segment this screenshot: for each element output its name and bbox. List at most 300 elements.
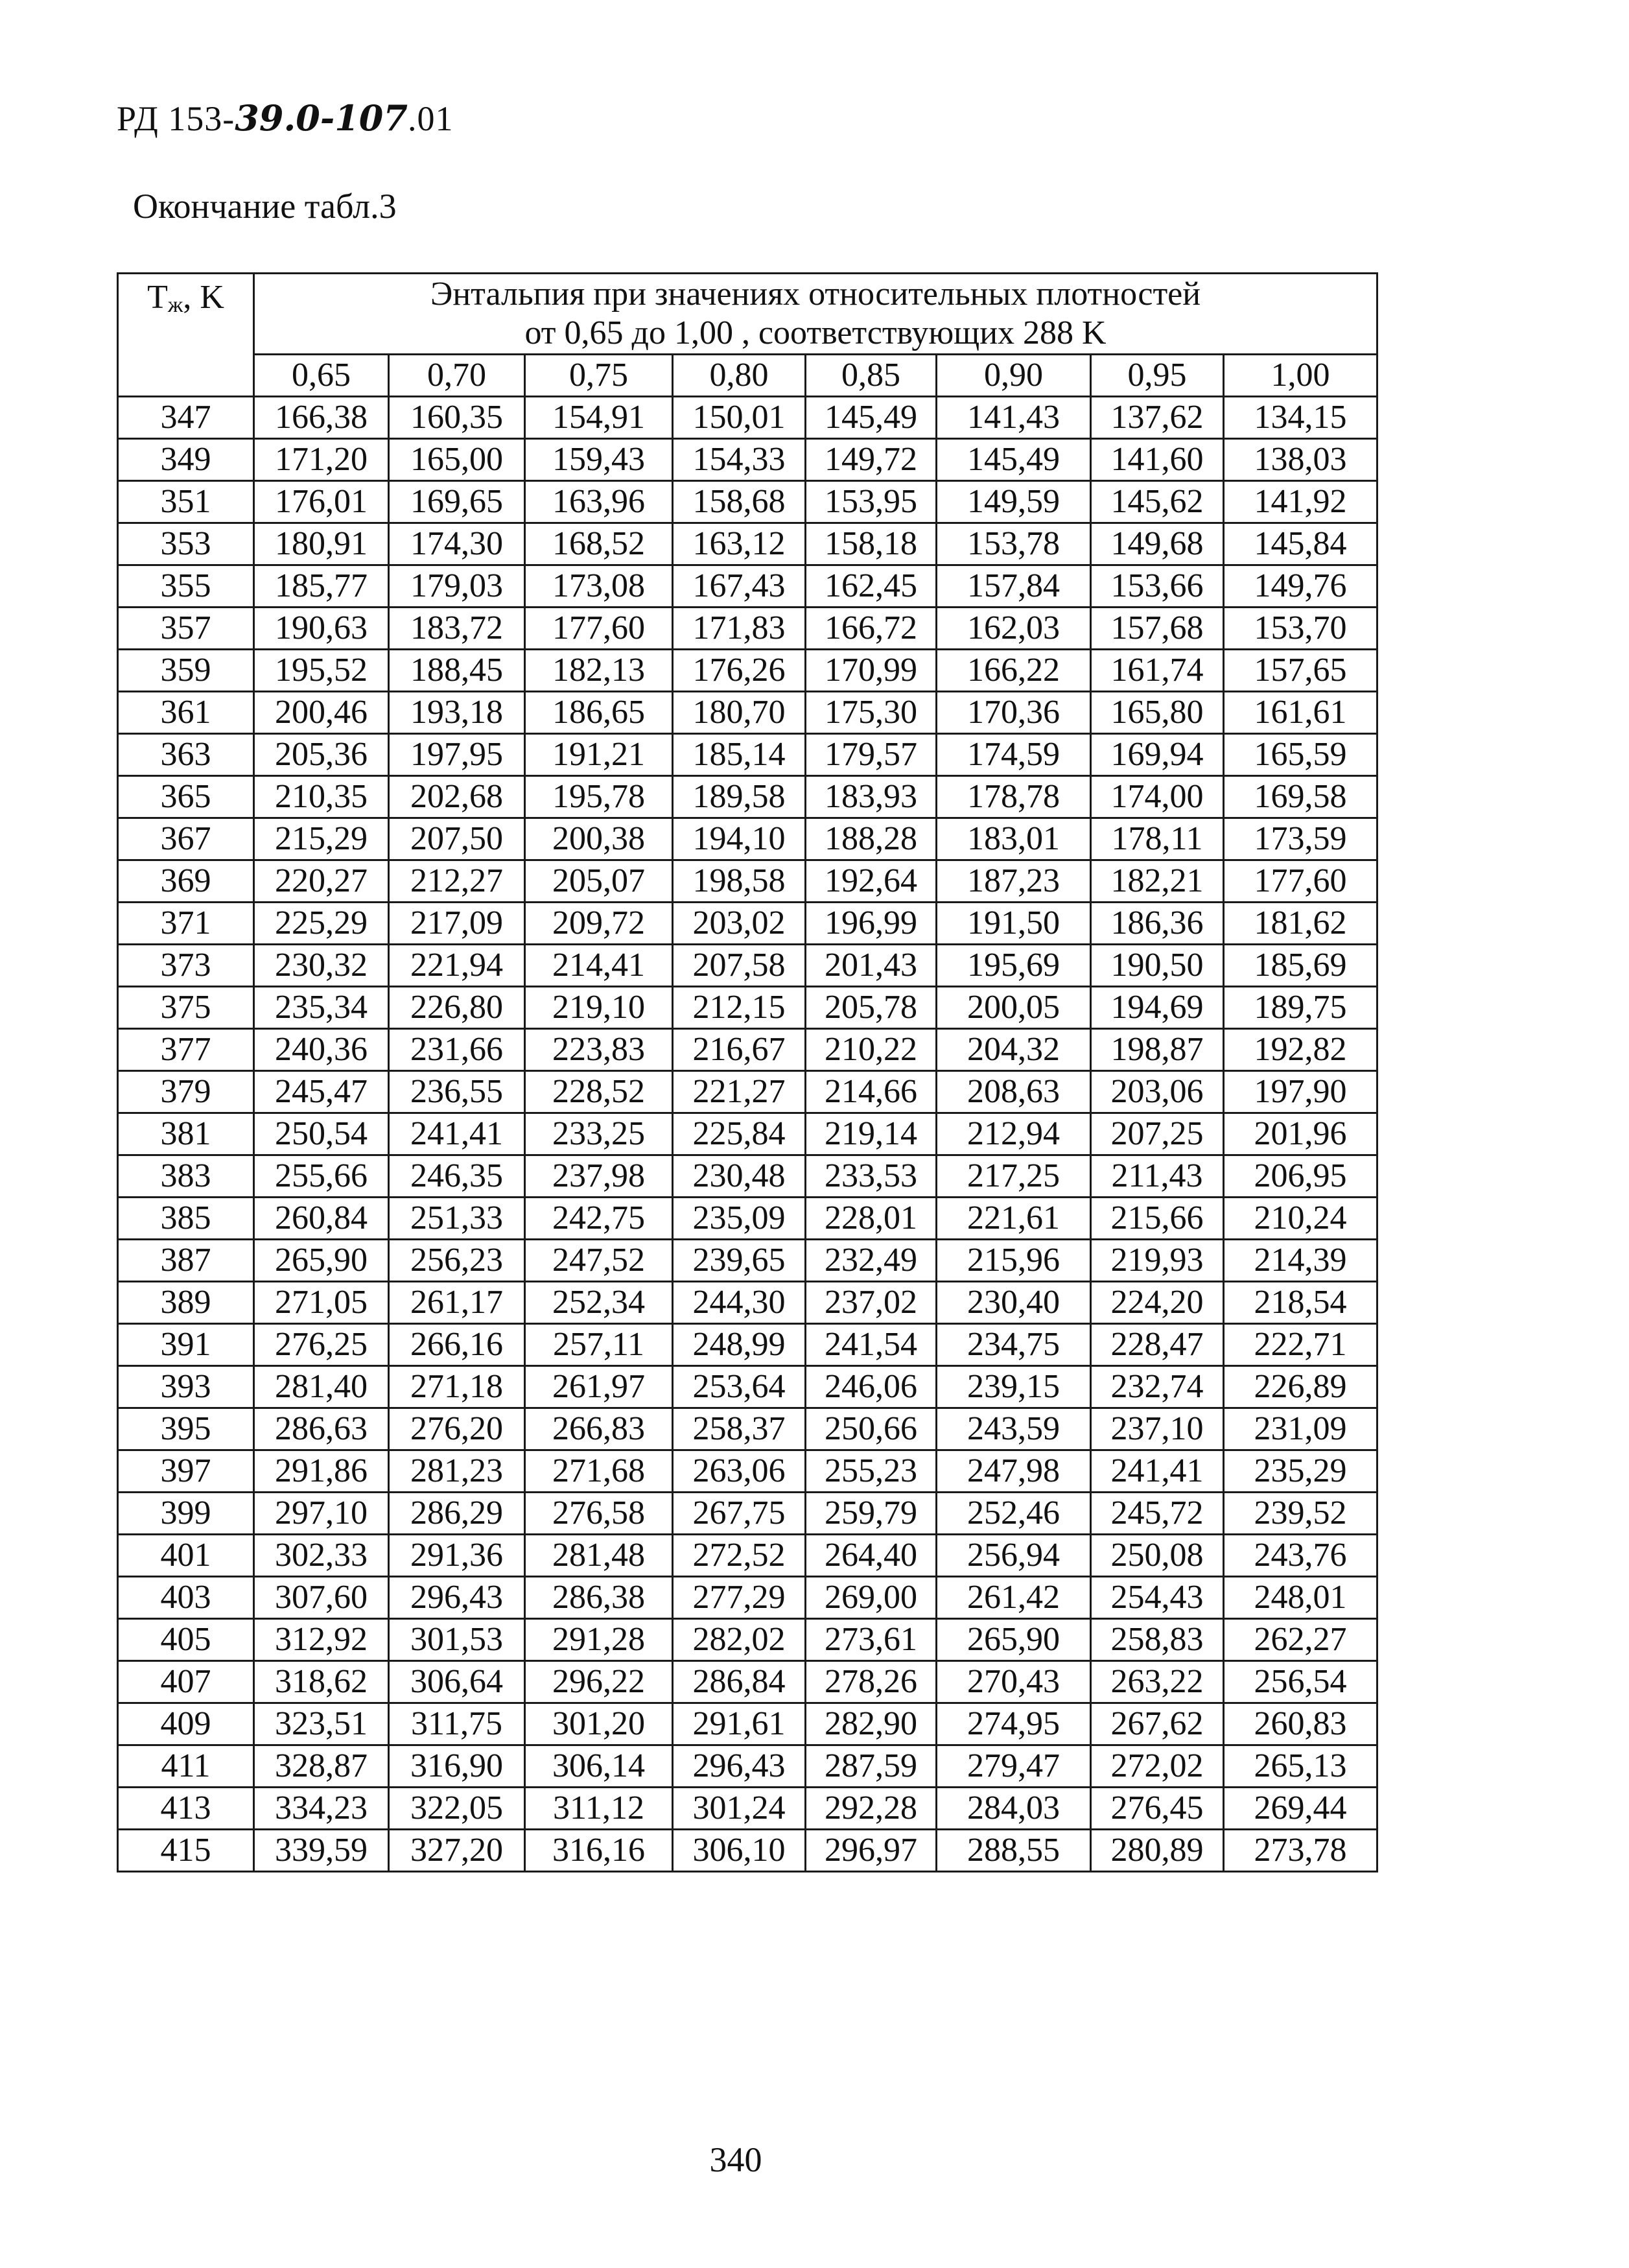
enthalpy-cell: 322,05 <box>389 1788 525 1830</box>
enthalpy-cell: 296,43 <box>673 1745 806 1788</box>
enthalpy-cell: 262,27 <box>1224 1619 1377 1661</box>
temperature-cell: 389 <box>118 1282 254 1324</box>
enthalpy-cell: 186,65 <box>525 692 673 734</box>
enthalpy-cell: 208,63 <box>937 1071 1091 1113</box>
enthalpy-cell: 276,25 <box>254 1324 389 1366</box>
enthalpy-cell: 190,63 <box>254 608 389 650</box>
enthalpy-cell: 226,80 <box>389 987 525 1029</box>
temperature-cell: 353 <box>118 523 254 565</box>
enthalpy-cell: 246,35 <box>389 1155 525 1198</box>
enthalpy-cell: 248,01 <box>1224 1577 1377 1619</box>
enthalpy-cell: 291,61 <box>673 1703 806 1745</box>
enthalpy-cell: 250,08 <box>1091 1535 1224 1577</box>
enthalpy-cell: 157,65 <box>1224 650 1377 692</box>
enthalpy-cell: 282,02 <box>673 1619 806 1661</box>
enthalpy-cell: 173,59 <box>1224 818 1377 860</box>
temperature-cell: 411 <box>118 1745 254 1788</box>
enthalpy-cell: 187,23 <box>937 860 1091 903</box>
temperature-symbol: T <box>147 279 168 316</box>
enthalpy-cell: 214,41 <box>525 945 673 987</box>
enthalpy-cell: 216,67 <box>673 1029 806 1071</box>
enthalpy-cell: 241,41 <box>389 1113 525 1155</box>
enthalpy-cell: 212,94 <box>937 1113 1091 1155</box>
enthalpy-cell: 286,84 <box>673 1661 806 1703</box>
temperature-cell: 375 <box>118 987 254 1029</box>
enthalpy-cell: 205,07 <box>525 860 673 903</box>
table-row <box>118 818 1377 860</box>
enthalpy-cell: 145,62 <box>1091 481 1224 523</box>
enthalpy-cell: 271,18 <box>389 1366 525 1408</box>
temperature-cell: 395 <box>118 1408 254 1450</box>
enthalpy-cell: 279,47 <box>937 1745 1091 1788</box>
enthalpy-cell: 234,75 <box>937 1324 1091 1366</box>
enthalpy-cell: 153,70 <box>1224 608 1377 650</box>
enthalpy-cell: 235,09 <box>673 1198 806 1240</box>
enthalpy-cell: 221,61 <box>937 1198 1091 1240</box>
enthalpy-cell: 192,82 <box>1224 1029 1377 1071</box>
enthalpy-cell: 170,36 <box>937 692 1091 734</box>
enthalpy-cell: 169,58 <box>1224 776 1377 818</box>
enthalpy-cell: 261,42 <box>937 1577 1091 1619</box>
enthalpy-cell: 228,01 <box>806 1198 937 1240</box>
enthalpy-cell: 339,59 <box>254 1830 389 1872</box>
enthalpy-cell: 177,60 <box>1224 860 1377 903</box>
enthalpy-cell: 179,03 <box>389 565 525 608</box>
temperature-cell: 381 <box>118 1113 254 1155</box>
enthalpy-cell: 219,10 <box>525 987 673 1029</box>
enthalpy-cell: 266,83 <box>525 1408 673 1450</box>
enthalpy-cell: 188,45 <box>389 650 525 692</box>
table-row <box>118 860 1377 903</box>
enthalpy-cell: 212,27 <box>389 860 525 903</box>
temperature-cell: 391 <box>118 1324 254 1366</box>
temperature-cell: 401 <box>118 1535 254 1577</box>
enthalpy-cell: 256,94 <box>937 1535 1091 1577</box>
enthalpy-cell: 281,23 <box>389 1450 525 1493</box>
table-row <box>118 565 1377 608</box>
table-head <box>118 274 1377 397</box>
enthalpy-cell: 239,65 <box>673 1240 806 1282</box>
enthalpy-cell: 145,84 <box>1224 523 1377 565</box>
temperature-cell: 413 <box>118 1788 254 1830</box>
table-row <box>118 1703 1377 1745</box>
enthalpy-cell: 174,30 <box>389 523 525 565</box>
enthalpy-cell: 190,50 <box>1091 945 1224 987</box>
enthalpy-cell: 192,64 <box>806 860 937 903</box>
table-row <box>118 776 1377 818</box>
enthalpy-cell: 210,35 <box>254 776 389 818</box>
enthalpy-cell: 195,52 <box>254 650 389 692</box>
enthalpy-cell: 223,83 <box>525 1029 673 1071</box>
enthalpy-cell: 255,23 <box>806 1450 937 1493</box>
enthalpy-cell: 272,52 <box>673 1535 806 1577</box>
enthalpy-cell: 214,66 <box>806 1071 937 1113</box>
table-row <box>118 1661 1377 1703</box>
enthalpy-cell: 291,28 <box>525 1619 673 1661</box>
temperature-cell: 361 <box>118 692 254 734</box>
temperature-cell: 385 <box>118 1198 254 1240</box>
enthalpy-cell: 242,75 <box>525 1198 673 1240</box>
enthalpy-cell: 181,62 <box>1224 903 1377 945</box>
enthalpy-cell: 191,50 <box>937 903 1091 945</box>
enthalpy-cell: 170,99 <box>806 650 937 692</box>
enthalpy-cell: 311,75 <box>389 1703 525 1745</box>
enthalpy-cell: 204,32 <box>937 1029 1091 1071</box>
enthalpy-cell: 160,35 <box>389 397 525 439</box>
table-row <box>118 1577 1377 1619</box>
enthalpy-cell: 250,54 <box>254 1113 389 1155</box>
table-row <box>118 1745 1377 1788</box>
enthalpy-cell: 165,00 <box>389 439 525 481</box>
enthalpy-cell: 158,18 <box>806 523 937 565</box>
enthalpy-cell: 145,49 <box>806 397 937 439</box>
enthalpy-cell: 193,18 <box>389 692 525 734</box>
temperature-cell: 407 <box>118 1661 254 1703</box>
page-number: 340 <box>709 2140 762 2179</box>
enthalpy-cell: 158,68 <box>673 481 806 523</box>
enthalpy-cell: 182,13 <box>525 650 673 692</box>
enthalpy-cell: 263,06 <box>673 1450 806 1493</box>
density-header-cell: 0,65 <box>254 355 389 397</box>
enthalpy-cell: 198,87 <box>1091 1029 1224 1071</box>
enthalpy-cell: 251,33 <box>389 1198 525 1240</box>
density-header-cell: 0,75 <box>525 355 673 397</box>
table-row <box>118 523 1377 565</box>
table-row <box>118 1324 1377 1366</box>
enthalpy-cell: 201,96 <box>1224 1113 1377 1155</box>
enthalpy-group-header-line2: от 0,65 до 1,00 , соответствующих 288 K <box>524 314 1107 351</box>
enthalpy-cell: 301,53 <box>389 1619 525 1661</box>
temperature-cell: 399 <box>118 1493 254 1535</box>
enthalpy-cell: 255,66 <box>254 1155 389 1198</box>
enthalpy-cell: 153,66 <box>1091 565 1224 608</box>
enthalpy-cell: 274,95 <box>937 1703 1091 1745</box>
enthalpy-cell: 209,72 <box>525 903 673 945</box>
enthalpy-cell: 230,32 <box>254 945 389 987</box>
enthalpy-cell: 302,33 <box>254 1535 389 1577</box>
enthalpy-cell: 306,64 <box>389 1661 525 1703</box>
enthalpy-cell: 224,20 <box>1091 1282 1224 1324</box>
enthalpy-cell: 265,90 <box>254 1240 389 1282</box>
enthalpy-cell: 154,33 <box>673 439 806 481</box>
temperature-cell: 347 <box>118 397 254 439</box>
enthalpy-cell: 194,10 <box>673 818 806 860</box>
table-row <box>118 1155 1377 1198</box>
enthalpy-cell: 252,46 <box>937 1493 1091 1535</box>
table-row <box>118 1029 1377 1071</box>
enthalpy-cell: 207,58 <box>673 945 806 987</box>
temperature-cell: 371 <box>118 903 254 945</box>
enthalpy-cell: 200,38 <box>525 818 673 860</box>
enthalpy-cell: 301,20 <box>525 1703 673 1745</box>
table-row <box>118 1113 1377 1155</box>
enthalpy-cell: 281,40 <box>254 1366 389 1408</box>
enthalpy-cell: 141,92 <box>1224 481 1377 523</box>
enthalpy-cell: 270,43 <box>937 1661 1091 1703</box>
enthalpy-cell: 215,66 <box>1091 1198 1224 1240</box>
enthalpy-cell: 248,99 <box>673 1324 806 1366</box>
table-row <box>118 439 1377 481</box>
enthalpy-cell: 245,72 <box>1091 1493 1224 1535</box>
enthalpy-cell: 174,00 <box>1091 776 1224 818</box>
enthalpy-cell: 145,49 <box>937 439 1091 481</box>
enthalpy-cell: 150,01 <box>673 397 806 439</box>
enthalpy-cell: 296,43 <box>389 1577 525 1619</box>
enthalpy-cell: 207,25 <box>1091 1113 1224 1155</box>
enthalpy-cell: 171,83 <box>673 608 806 650</box>
enthalpy-cell: 235,34 <box>254 987 389 1029</box>
enthalpy-cell: 247,52 <box>525 1240 673 1282</box>
enthalpy-cell: 232,74 <box>1091 1366 1224 1408</box>
enthalpy-cell: 297,10 <box>254 1493 389 1535</box>
enthalpy-cell: 171,20 <box>254 439 389 481</box>
enthalpy-cell: 189,75 <box>1224 987 1377 1029</box>
enthalpy-cell: 276,58 <box>525 1493 673 1535</box>
enthalpy-cell: 288,55 <box>937 1830 1091 1872</box>
enthalpy-cell: 292,28 <box>806 1788 937 1830</box>
temperature-cell: 379 <box>118 1071 254 1113</box>
enthalpy-cell: 166,38 <box>254 397 389 439</box>
enthalpy-cell: 219,14 <box>806 1113 937 1155</box>
enthalpy-table <box>117 272 1378 1872</box>
enthalpy-cell: 263,22 <box>1091 1661 1224 1703</box>
enthalpy-cell: 200,46 <box>254 692 389 734</box>
temperature-unit: , K <box>183 279 224 316</box>
enthalpy-cell: 254,43 <box>1091 1577 1224 1619</box>
temperature-cell: 351 <box>118 481 254 523</box>
enthalpy-cell: 162,45 <box>806 565 937 608</box>
enthalpy-cell: 267,75 <box>673 1493 806 1535</box>
enthalpy-cell: 161,61 <box>1224 692 1377 734</box>
enthalpy-cell: 185,69 <box>1224 945 1377 987</box>
enthalpy-cell: 230,40 <box>937 1282 1091 1324</box>
enthalpy-cell: 212,15 <box>673 987 806 1029</box>
enthalpy-cell: 260,83 <box>1224 1703 1377 1745</box>
enthalpy-cell: 244,30 <box>673 1282 806 1324</box>
enthalpy-cell: 243,76 <box>1224 1535 1377 1577</box>
enthalpy-cell: 203,02 <box>673 903 806 945</box>
temperature-cell: 415 <box>118 1830 254 1872</box>
enthalpy-cell: 154,91 <box>525 397 673 439</box>
table-row <box>118 1240 1377 1282</box>
enthalpy-cell: 318,62 <box>254 1661 389 1703</box>
enthalpy-cell: 253,64 <box>673 1366 806 1408</box>
temperature-cell: 365 <box>118 776 254 818</box>
temperature-cell: 357 <box>118 608 254 650</box>
enthalpy-cell: 252,34 <box>525 1282 673 1324</box>
enthalpy-cell: 198,58 <box>673 860 806 903</box>
temperature-cell: 387 <box>118 1240 254 1282</box>
enthalpy-cell: 265,13 <box>1224 1745 1377 1788</box>
enthalpy-cell: 174,59 <box>937 734 1091 776</box>
enthalpy-cell: 215,96 <box>937 1240 1091 1282</box>
enthalpy-cell: 226,89 <box>1224 1366 1377 1408</box>
enthalpy-cell: 157,68 <box>1091 608 1224 650</box>
enthalpy-cell: 178,78 <box>937 776 1091 818</box>
enthalpy-cell: 232,49 <box>806 1240 937 1282</box>
enthalpy-cell: 291,36 <box>389 1535 525 1577</box>
enthalpy-cell: 239,15 <box>937 1366 1091 1408</box>
enthalpy-cell: 237,98 <box>525 1155 673 1198</box>
enthalpy-cell: 194,69 <box>1091 987 1224 1029</box>
enthalpy-cell: 197,95 <box>389 734 525 776</box>
temperature-cell: 383 <box>118 1155 254 1198</box>
density-header-cell: 0,80 <box>673 355 806 397</box>
table-row <box>118 650 1377 692</box>
temperature-cell: 373 <box>118 945 254 987</box>
enthalpy-cell: 296,97 <box>806 1830 937 1872</box>
temperature-cell: 393 <box>118 1366 254 1408</box>
enthalpy-cell: 306,14 <box>525 1745 673 1788</box>
enthalpy-cell: 196,99 <box>806 903 937 945</box>
enthalpy-cell: 225,84 <box>673 1113 806 1155</box>
enthalpy-cell: 256,23 <box>389 1240 525 1282</box>
temperature-cell: 397 <box>118 1450 254 1493</box>
enthalpy-cell: 311,12 <box>525 1788 673 1830</box>
temperature-subscript: ж <box>167 293 183 317</box>
enthalpy-cell: 215,29 <box>254 818 389 860</box>
enthalpy-cell: 217,25 <box>937 1155 1091 1198</box>
table-row <box>118 1198 1377 1240</box>
enthalpy-cell: 134,15 <box>1224 397 1377 439</box>
enthalpy-cell: 231,09 <box>1224 1408 1377 1450</box>
table-row <box>118 1493 1377 1535</box>
table-row <box>118 1535 1377 1577</box>
enthalpy-cell: 162,03 <box>937 608 1091 650</box>
enthalpy-cell: 296,22 <box>525 1661 673 1703</box>
enthalpy-cell: 141,43 <box>937 397 1091 439</box>
density-header-cell: 1,00 <box>1224 355 1377 397</box>
enthalpy-cell: 191,21 <box>525 734 673 776</box>
temperature-cell: 367 <box>118 818 254 860</box>
enthalpy-cell: 246,06 <box>806 1366 937 1408</box>
enthalpy-cell: 205,36 <box>254 734 389 776</box>
enthalpy-cell: 316,16 <box>525 1830 673 1872</box>
enthalpy-cell: 165,59 <box>1224 734 1377 776</box>
enthalpy-cell: 284,03 <box>937 1788 1091 1830</box>
enthalpy-cell: 281,48 <box>525 1535 673 1577</box>
density-header-cell: 0,70 <box>389 355 525 397</box>
enthalpy-cell: 237,10 <box>1091 1408 1224 1450</box>
enthalpy-cell: 273,78 <box>1224 1830 1377 1872</box>
enthalpy-cell: 260,84 <box>254 1198 389 1240</box>
table-row <box>118 1450 1377 1493</box>
document-code-handwritten: 39.0-107 <box>235 97 408 139</box>
enthalpy-cell: 177,60 <box>525 608 673 650</box>
enthalpy-cell: 259,79 <box>806 1493 937 1535</box>
enthalpy-cell: 258,37 <box>673 1408 806 1450</box>
enthalpy-cell: 186,36 <box>1091 903 1224 945</box>
enthalpy-cell: 206,95 <box>1224 1155 1377 1198</box>
enthalpy-cell: 169,65 <box>389 481 525 523</box>
enthalpy-cell: 188,28 <box>806 818 937 860</box>
enthalpy-cell: 287,59 <box>806 1745 937 1788</box>
enthalpy-cell: 256,54 <box>1224 1661 1377 1703</box>
temperature-cell: 355 <box>118 565 254 608</box>
enthalpy-cell: 221,27 <box>673 1071 806 1113</box>
enthalpy-cell: 276,20 <box>389 1408 525 1450</box>
enthalpy-cell: 261,97 <box>525 1366 673 1408</box>
enthalpy-cell: 173,08 <box>525 565 673 608</box>
enthalpy-cell: 258,83 <box>1091 1619 1224 1661</box>
enthalpy-cell: 138,03 <box>1224 439 1377 481</box>
enthalpy-cell: 312,92 <box>254 1619 389 1661</box>
enthalpy-cell: 175,30 <box>806 692 937 734</box>
enthalpy-cell: 178,11 <box>1091 818 1224 860</box>
enthalpy-cell: 185,14 <box>673 734 806 776</box>
enthalpy-cell: 166,72 <box>806 608 937 650</box>
enthalpy-cell: 273,61 <box>806 1619 937 1661</box>
temperature-cell: 349 <box>118 439 254 481</box>
enthalpy-cell: 176,26 <box>673 650 806 692</box>
enthalpy-cell: 166,22 <box>937 650 1091 692</box>
enthalpy-cell: 286,29 <box>389 1493 525 1535</box>
enthalpy-cell: 286,38 <box>525 1577 673 1619</box>
table-row <box>118 903 1377 945</box>
enthalpy-cell: 327,20 <box>389 1830 525 1872</box>
enthalpy-cell: 247,98 <box>937 1450 1091 1493</box>
table-row <box>118 397 1377 439</box>
enthalpy-cell: 230,48 <box>673 1155 806 1198</box>
enthalpy-cell: 291,86 <box>254 1450 389 1493</box>
temperature-cell: 403 <box>118 1577 254 1619</box>
enthalpy-cell: 149,59 <box>937 481 1091 523</box>
enthalpy-cell: 306,10 <box>673 1830 806 1872</box>
enthalpy-cell: 220,27 <box>254 860 389 903</box>
table-row <box>118 608 1377 650</box>
enthalpy-cell: 200,05 <box>937 987 1091 1029</box>
enthalpy-cell: 225,29 <box>254 903 389 945</box>
enthalpy-cell: 334,23 <box>254 1788 389 1830</box>
enthalpy-cell: 233,53 <box>806 1155 937 1198</box>
enthalpy-cell: 203,06 <box>1091 1071 1224 1113</box>
enthalpy-cell: 205,78 <box>806 987 937 1029</box>
enthalpy-cell: 233,25 <box>525 1113 673 1155</box>
enthalpy-cell: 210,24 <box>1224 1198 1377 1240</box>
table-row <box>118 1366 1377 1408</box>
enthalpy-cell: 301,24 <box>673 1788 806 1830</box>
enthalpy-cell: 180,91 <box>254 523 389 565</box>
enthalpy-cell: 141,60 <box>1091 439 1224 481</box>
temperature-cell: 369 <box>118 860 254 903</box>
table-row <box>118 734 1377 776</box>
enthalpy-cell: 217,09 <box>389 903 525 945</box>
enthalpy-cell: 168,52 <box>525 523 673 565</box>
enthalpy-cell: 201,43 <box>806 945 937 987</box>
enthalpy-cell: 159,43 <box>525 439 673 481</box>
table-row <box>118 1408 1377 1450</box>
enthalpy-cell: 183,93 <box>806 776 937 818</box>
enthalpy-cell: 328,87 <box>254 1745 389 1788</box>
table-caption: Окончание табл.3 <box>133 187 397 226</box>
enthalpy-cell: 149,68 <box>1091 523 1224 565</box>
header-row-group <box>118 274 1377 355</box>
enthalpy-cell: 189,58 <box>673 776 806 818</box>
document-code-suffix: .01 <box>407 99 454 138</box>
enthalpy-cell: 221,94 <box>389 945 525 987</box>
enthalpy-cell: 210,22 <box>806 1029 937 1071</box>
temperature-cell: 377 <box>118 1029 254 1071</box>
enthalpy-cell: 250,66 <box>806 1408 937 1450</box>
temperature-cell: 409 <box>118 1703 254 1745</box>
enthalpy-cell: 180,70 <box>673 692 806 734</box>
enthalpy-cell: 243,59 <box>937 1408 1091 1450</box>
enthalpy-cell: 231,66 <box>389 1029 525 1071</box>
table-row <box>118 1788 1377 1830</box>
document-code <box>117 97 453 139</box>
enthalpy-cell: 267,62 <box>1091 1703 1224 1745</box>
enthalpy-cell: 240,36 <box>254 1029 389 1071</box>
